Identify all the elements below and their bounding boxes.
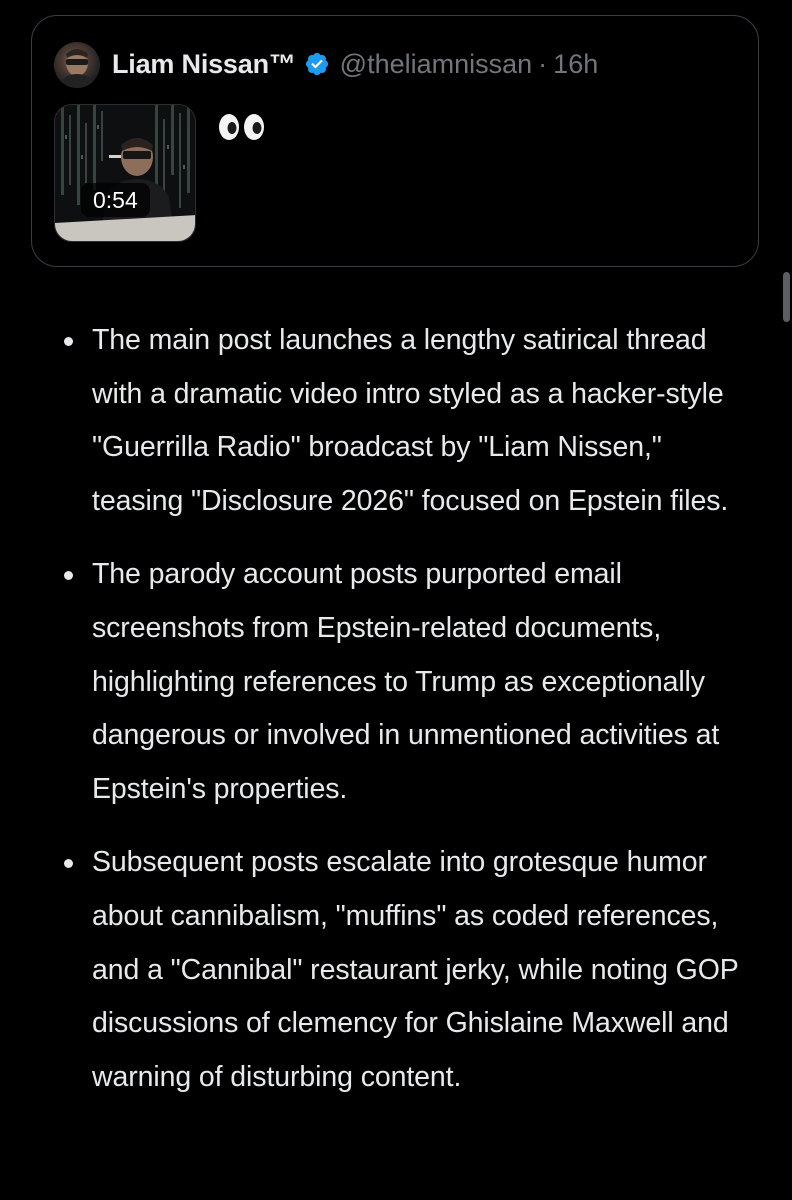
author-name[interactable]: Liam Nissan™ <box>112 48 296 79</box>
bullet-icon <box>64 337 73 346</box>
verified-badge-icon <box>304 51 330 77</box>
quoted-post-card[interactable] <box>31 15 759 267</box>
summary-list <box>0 314 792 1124</box>
list-item <box>0 836 792 1104</box>
author-handle[interactable]: @theliamnissan <box>339 48 533 79</box>
bullet-icon <box>64 859 73 868</box>
post-timestamp[interactable]: 16h <box>553 48 599 79</box>
summary-text: The main post launches a lengthy satirical thread with a dramatic video intro styled as a hacker-style "Guerrilla Radio" broadcast by "Liam Nissen," teasing "Disclosure 2026" focused on Epstein files. <box>92 324 729 517</box>
post-header <box>112 46 598 82</box>
list-item <box>0 314 792 528</box>
summary-text: The parody account posts purported email screenshots from Epstein-related documents, highlighting references to Trump as exceptionally dangerous or involved in unmentioned activities at Epstein's properties. <box>92 558 720 805</box>
summary-text: Subsequent posts escalate into grotesque humor about cannibalism, "muffins" as coded references, and a "Cannibal" restaurant jerky, while noting GOP discussions of clemency for Ghislaine Maxwell and warning of disturbing content. <box>92 846 739 1093</box>
separator-dot: · <box>538 48 548 79</box>
bullet-icon <box>64 571 73 580</box>
video-duration-badge: 0:54 <box>81 183 150 217</box>
list-item <box>0 548 792 816</box>
video-thumbnail[interactable] <box>54 104 196 242</box>
author-avatar[interactable] <box>54 42 100 88</box>
eyes-emoji-icon <box>217 112 267 142</box>
